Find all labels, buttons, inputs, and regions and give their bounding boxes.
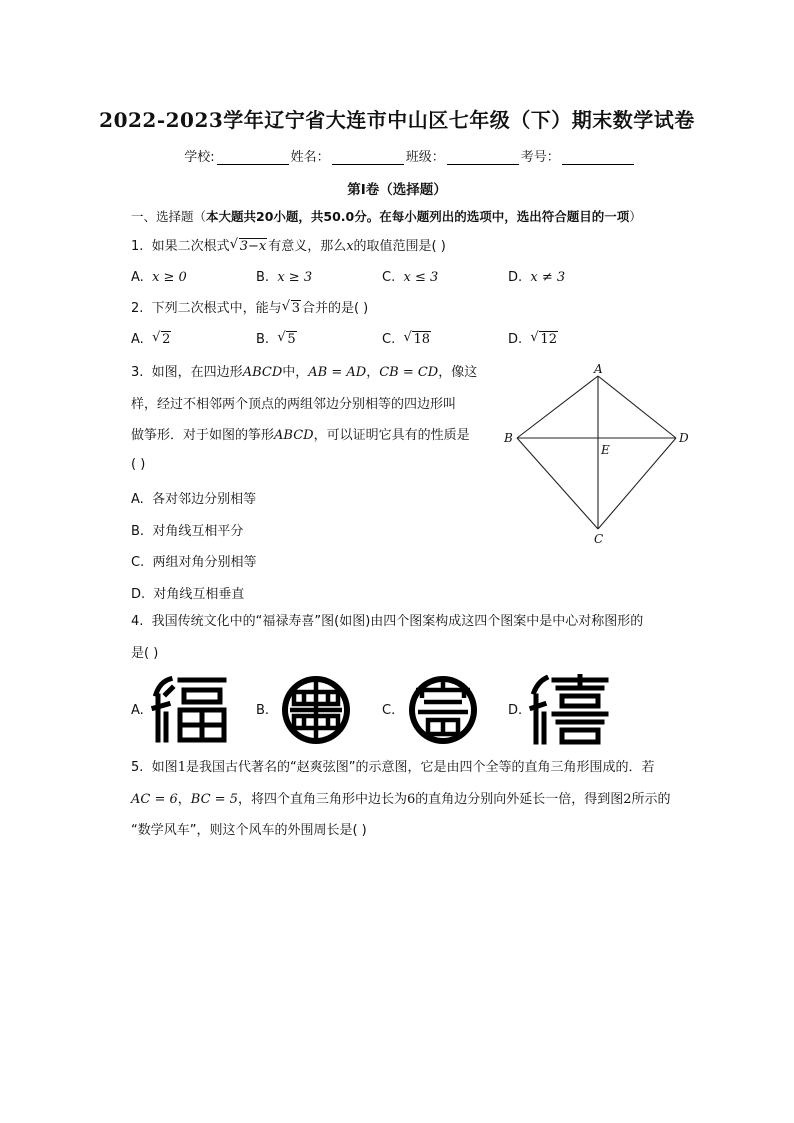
instruction-bold: 本大题共20小题，共50.0分。在每小题列出的选项中，选出符合题目的一项 bbox=[206, 209, 630, 224]
sqrt-expression bbox=[230, 238, 268, 256]
option-key: C. bbox=[131, 555, 145, 570]
option-value: 对角线互相垂直 bbox=[153, 587, 245, 602]
q2-text-post: 合并的是( ) bbox=[301, 301, 369, 316]
vertex-label-a: A bbox=[594, 362, 603, 376]
option-key: D. bbox=[508, 270, 523, 285]
q3-option-d[interactable] bbox=[131, 583, 244, 602]
option-key: C. bbox=[382, 270, 396, 285]
question-2 bbox=[131, 300, 368, 318]
q3-option-a[interactable] bbox=[131, 488, 256, 507]
question-3-line-3 bbox=[131, 427, 470, 445]
q3-text: ， bbox=[366, 365, 380, 380]
instruction-prefix: 一、选择题（ bbox=[131, 209, 207, 224]
q1-option-a[interactable] bbox=[131, 270, 187, 285]
option-key: D. bbox=[131, 587, 146, 602]
question-3-line-4: ( ) bbox=[131, 457, 146, 472]
option-key: A. bbox=[131, 332, 144, 347]
q2-option-d[interactable] bbox=[508, 332, 559, 347]
option-key: A. bbox=[131, 703, 144, 718]
number-blank[interactable] bbox=[562, 150, 634, 165]
question-number: 4. bbox=[131, 614, 144, 629]
option-value: 5 bbox=[287, 332, 296, 347]
option-key: C. bbox=[382, 703, 396, 718]
option-value: x ≤ 3 bbox=[403, 270, 439, 285]
question-number: 3. bbox=[131, 365, 144, 380]
question-number: 1. bbox=[131, 239, 144, 254]
q1-radicand: 3−x bbox=[239, 239, 267, 254]
q5-math: BC = 5 bbox=[190, 792, 238, 807]
fu-icon[interactable] bbox=[150, 674, 230, 746]
vertex-label-c: C bbox=[594, 532, 604, 546]
q5-text: ，将四个直角三角形中边长为 bbox=[237, 792, 407, 807]
q5-text: 如图 bbox=[151, 760, 178, 775]
instruction-suffix: ） bbox=[629, 209, 642, 224]
q3-math: CB = CD bbox=[379, 365, 439, 380]
question-3-line-1 bbox=[131, 364, 477, 382]
option-key: B. bbox=[256, 703, 270, 718]
q2-text-pre: 下列二次根式中，能与 bbox=[151, 301, 282, 316]
question-1 bbox=[131, 238, 446, 256]
kite-figure bbox=[498, 362, 708, 552]
q2-option-a[interactable] bbox=[131, 332, 172, 347]
q3-text: ，像这 bbox=[438, 365, 478, 380]
q2-option-c[interactable] bbox=[382, 332, 432, 347]
q3-math: AB = AD bbox=[308, 365, 367, 380]
question-4-line-2: 是( ) bbox=[131, 646, 159, 661]
q5-text: 的直角边分别向外延长一倍，得到图 bbox=[415, 792, 624, 807]
name-label: 姓名： bbox=[290, 150, 330, 165]
option-value: x ≠ 3 bbox=[530, 270, 566, 285]
option-value: 两组对角分别相等 bbox=[152, 555, 257, 570]
question-4-line-1 bbox=[131, 613, 643, 631]
sqrt-expression bbox=[152, 332, 171, 347]
side-bc bbox=[517, 438, 598, 529]
class-blank[interactable] bbox=[447, 150, 519, 165]
shou-icon[interactable] bbox=[402, 674, 484, 746]
q3-text: 如图，在四边形 bbox=[151, 365, 243, 380]
sqrt-expression bbox=[277, 332, 296, 347]
name-blank[interactable] bbox=[332, 150, 404, 165]
option-key: A. bbox=[131, 270, 144, 285]
option-value: 各对邻边分别相等 bbox=[152, 492, 257, 507]
sqrt-expression bbox=[530, 332, 558, 347]
q5-math: 1 bbox=[177, 760, 186, 775]
option-value: x ≥ 0 bbox=[152, 270, 187, 285]
q3-text: 做筝形．对于如图的筝形 bbox=[131, 428, 275, 443]
q5-math: 2 bbox=[623, 792, 632, 807]
xi-icon[interactable] bbox=[528, 674, 610, 746]
option-value: x ≥ 3 bbox=[277, 270, 313, 285]
question-5-line-1 bbox=[131, 759, 654, 777]
q2-radicand: 3 bbox=[291, 301, 300, 316]
option-value: 对角线互相平分 bbox=[152, 524, 244, 539]
q1-text-post: 的取值范围是( ) bbox=[353, 239, 446, 254]
school-blank[interactable] bbox=[217, 150, 289, 165]
point-label-e: E bbox=[601, 443, 610, 457]
option-key: B. bbox=[131, 524, 145, 539]
section-heading: 第I卷（选择题） bbox=[347, 182, 447, 198]
q2-option-b[interactable] bbox=[256, 332, 298, 347]
q1-variable: x bbox=[346, 239, 354, 254]
option-key: D. bbox=[508, 703, 523, 718]
question-5-line-3: “数学风车”，则这个风车的外围周长是( ) bbox=[131, 823, 367, 838]
section-instruction bbox=[131, 208, 642, 226]
q4-option-b[interactable] bbox=[256, 703, 269, 718]
question-number: 5. bbox=[131, 760, 144, 775]
question-5-line-2 bbox=[131, 791, 671, 809]
q1-option-c[interactable] bbox=[382, 270, 438, 285]
option-key: A. bbox=[131, 492, 144, 507]
page-title: 2022-2023学年辽宁省大连市中山区七年级（下）期末数学试卷 bbox=[99, 108, 695, 132]
option-key: B. bbox=[256, 270, 270, 285]
vertex-label-d: D bbox=[679, 431, 689, 445]
q1-option-d[interactable] bbox=[508, 270, 565, 285]
q5-text: ， bbox=[177, 792, 191, 807]
q5-text: 所示的 bbox=[631, 792, 671, 807]
side-ab bbox=[517, 376, 598, 438]
q4-option-a[interactable] bbox=[131, 703, 144, 718]
q1-text-mid: 有意义，那么 bbox=[268, 239, 347, 254]
q5-math: 6 bbox=[406, 792, 416, 807]
side-ad bbox=[598, 376, 676, 438]
question-3-line-2: 样，经过不相邻两个顶点的两组邻边分别相等的四边形叫 bbox=[131, 397, 457, 412]
q1-option-b[interactable] bbox=[256, 270, 312, 285]
q4-text: 我国传统文化中的“福禄寿喜”图(如图)由四个图案构成这四个图案中是中心对称图形的 bbox=[151, 614, 644, 629]
option-value: 12 bbox=[540, 332, 557, 347]
school-label: 学校: bbox=[184, 150, 215, 165]
class-label: 班级： bbox=[405, 150, 445, 165]
option-key: C. bbox=[382, 332, 396, 347]
question-number: 2. bbox=[131, 301, 144, 316]
q3-option-c[interactable] bbox=[131, 551, 257, 570]
option-value: 2 bbox=[162, 332, 171, 347]
q5-math: AC = 6 bbox=[131, 792, 178, 807]
sqrt-expression bbox=[282, 300, 301, 318]
student-info-line bbox=[150, 146, 670, 165]
q4-option-c[interactable] bbox=[382, 703, 395, 718]
option-key: B. bbox=[256, 332, 270, 347]
option-key: D. bbox=[508, 332, 523, 347]
q1-text-pre: 如果二次根式 bbox=[151, 239, 230, 254]
q3-option-b[interactable] bbox=[131, 520, 243, 539]
number-label: 考号： bbox=[520, 150, 560, 165]
q3-text: 中， bbox=[282, 365, 309, 380]
sqrt-expression bbox=[403, 332, 431, 347]
q4-option-d[interactable] bbox=[508, 703, 522, 718]
q3-math: ABCD bbox=[242, 365, 283, 380]
q3-text: ，可以证明它具有的性质是 bbox=[313, 428, 470, 443]
q3-math: ABCD bbox=[274, 428, 314, 443]
vertex-label-b: B bbox=[504, 431, 513, 445]
lu-icon[interactable] bbox=[276, 674, 356, 746]
option-value: 18 bbox=[413, 332, 431, 347]
q5-text: 是我国古代著名的“赵爽弦图”的示意图，它是由四个全等的直角三角形围成的．若 bbox=[185, 760, 655, 775]
